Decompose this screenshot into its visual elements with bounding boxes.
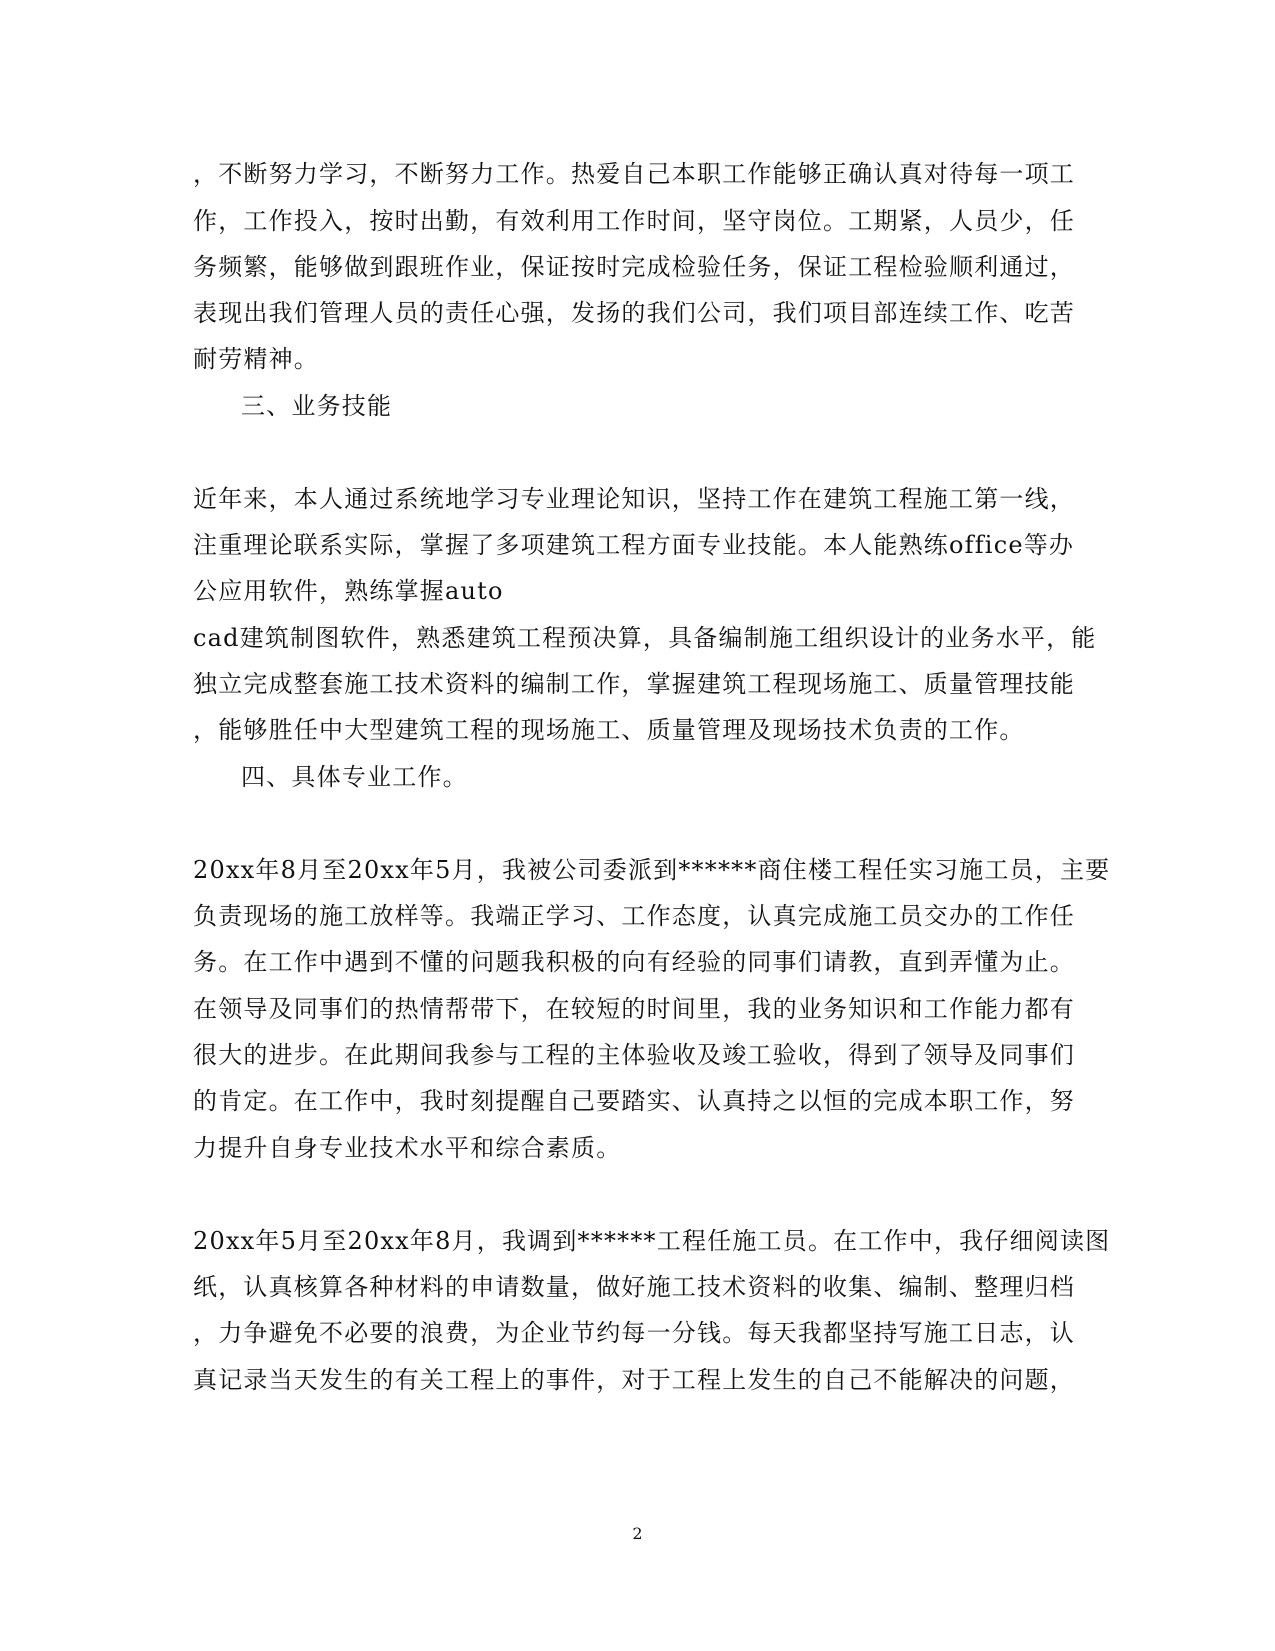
body-text-line: 20xx年8月至20xx年5月，我被公司委派到******商住楼工程任实习施工员，主要 [193, 856, 1111, 884]
page-number: 2 [632, 1524, 643, 1543]
body-text-line: 表现出我们管理人员的责任心强，发扬的我们公司，我们项目部连续工作、吃苦 [193, 299, 1075, 327]
body-text-line: 独立完成整套施工技术资料的编制工作，掌握建筑工程现场施工、质量管理技能 [193, 670, 1075, 698]
body-text-line: ，力争避免不必要的浪费，为企业节约每一分钱。每天我都坚持写施工日志，认 [193, 1319, 1075, 1347]
section-heading: 三、业务技能 [241, 392, 393, 420]
body-text-line: 很大的进步。在此期间我参与工程的主体验收及竣工验收，得到了领导及同事们 [193, 1041, 1075, 1069]
body-text-line: 纸，认真核算各种材料的申请数量，做好施工技术资料的收集、编制、整理归档 [193, 1273, 1075, 1301]
body-text-line: 作，工作投入，按时出勤，有效利用工作时间，坚守岗位。工期紧，人员少，任 [193, 207, 1075, 235]
body-text-line: 负责现场的施工放样等。我端正学习、工作态度，认真完成施工员交办的工作任 [193, 902, 1075, 930]
body-text-line: 公应用软件，熟练掌握auto [193, 577, 504, 605]
body-text-line: 20xx年5月至20xx年8月，我调到******工程任施工员。在工作中，我仔细阅读图 [193, 1227, 1111, 1255]
body-text-line: 的肯定。在工作中，我时刻提醒自己要踏实、认真持之以恒的完成本职工作，努 [193, 1087, 1075, 1115]
body-text-line: 注重理论联系实际，掌握了多项建筑工程方面专业技能。本人能熟练office等办 [193, 531, 1075, 559]
body-text-line: 力提升自身专业技术水平和综合素质。 [193, 1134, 622, 1162]
body-text-line: ，不断努力学习，不断努力工作。热爱自己本职工作能够正确认真对待每一项工 [193, 160, 1075, 188]
body-text-line: 务频繁，能够做到跟班作业，保证按时完成检验任务，保证工程检验顺利通过， [193, 253, 1075, 281]
body-text-line: 真记录当天发生的有关工程上的事件，对于工程上发生的自己不能解决的问题， [193, 1366, 1075, 1394]
body-text-line: 耐劳精神。 [193, 345, 319, 373]
section-heading: 四、具体专业工作。 [241, 763, 468, 791]
body-text-line: 务。在工作中遇到不懂的问题我积极的向有经验的同事们请教，直到弄懂为止。 [193, 948, 1075, 976]
body-text-line: cad建筑制图软件，熟悉建筑工程预决算，具备编制施工组织设计的业务水平，能 [193, 624, 1097, 652]
body-text-line: 在领导及同事们的热情帮带下，在较短的时间里，我的业务知识和工作能力都有 [193, 995, 1075, 1023]
body-text-line: 近年来，本人通过系统地学习专业理论知识，坚持工作在建筑工程施工第一线， [193, 485, 1075, 513]
body-text-line: ，能够胜任中大型建筑工程的现场施工、质量管理及现场技术负责的工作。 [193, 716, 1025, 744]
